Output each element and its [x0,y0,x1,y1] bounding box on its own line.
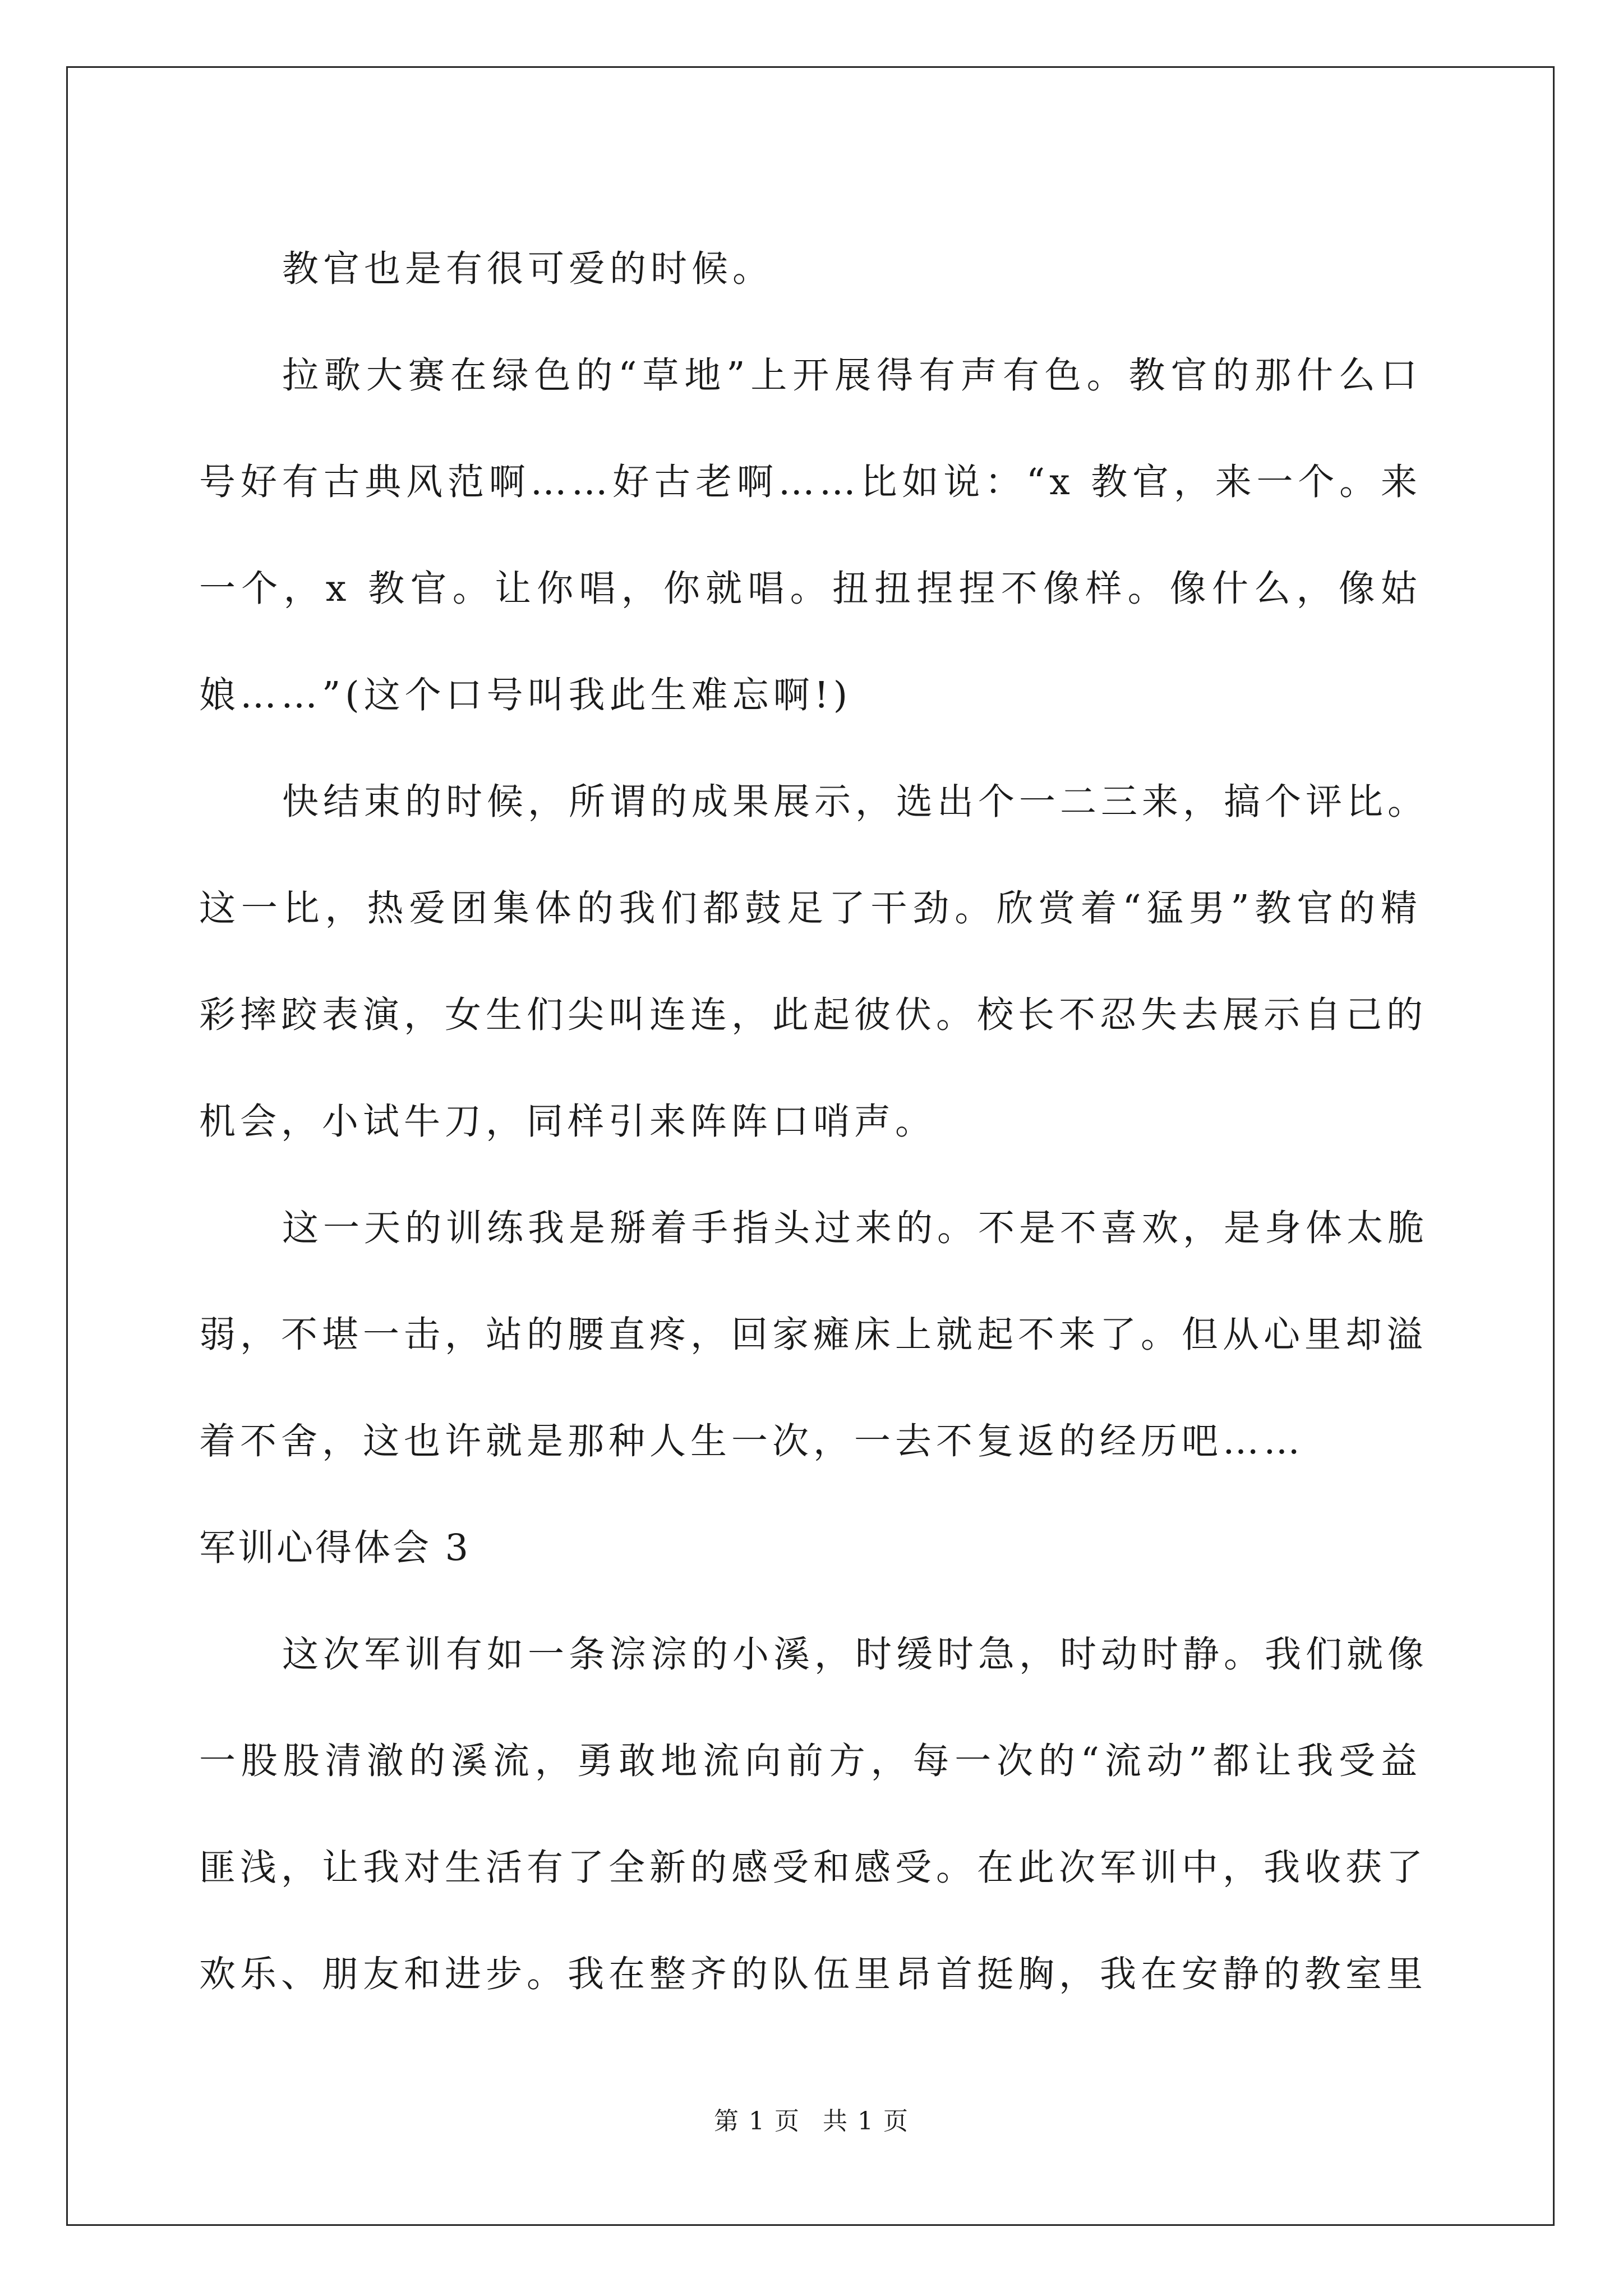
text-line: 一股股清澈的溪流，勇敢地流向前方，每一次的“流动”都让我受益 [199,1740,1422,1782]
text-line: 教官也是有很可爱的时候。 [282,248,774,290]
section-heading: 军训心得体会 3 [199,1527,471,1569]
text-line: 欢乐、朋友和进步。我在整齐的队伍里昂首挺胸，我在安静的教室里 [199,1953,1428,1995]
document-body [199,216,1429,2028]
text-line: 机会，小试牛刀，同样引来阵阵口哨声。 [199,1101,937,1143]
text-line: 匪浅，让我对生活有了全新的感受和感受。在此次军训中，我收获了 [199,1847,1428,1889]
text-line: 一个，x 教官。让你唱，你就唱。扭扭捏捏不像样。像什么，像姑 [199,568,1422,610]
page-number: 第 1 页 [714,2107,800,2136]
page-total: 共 1 页 [823,2107,909,2136]
text-line: 这次军训有如一条淙淙的小溪，时缓时急，时动时静。我们就像 [282,1634,1429,1676]
text-line: 快结束的时候，所谓的成果展示，选出个一二三来，搞个评比。 [282,781,1429,823]
page-footer [0,2101,1623,2137]
text-line: 这一比，热爱团集体的我们都鼓足了干劲。欣赏着“猛男”教官的精 [199,887,1422,930]
text-line: 着不舍，这也许就是那种人生一次，一去不复返的经历吧…… [199,1420,1305,1462]
text-line: 娘……”(这个口号叫我此生难忘啊!) [199,674,852,716]
text-line: 弱，不堪一击，站的腰直疼，回家瘫床上就起不来了。但从心里却溢 [199,1314,1428,1356]
text-line: 这一天的训练我是掰着手指头过来的。不是不喜欢，是身体太脆 [282,1207,1429,1249]
text-line: 号好有古典风范啊……好古老啊……比如说：“x 教官，来一个。来 [199,461,1422,503]
text-line: 拉歌大赛在绿色的“草地”上开展得有声有色。教官的那什么口 [282,355,1422,397]
text-line: 彩摔跤表演，女生们尖叫连连，此起彼伏。校长不忍失去展示自己的 [199,994,1428,1036]
